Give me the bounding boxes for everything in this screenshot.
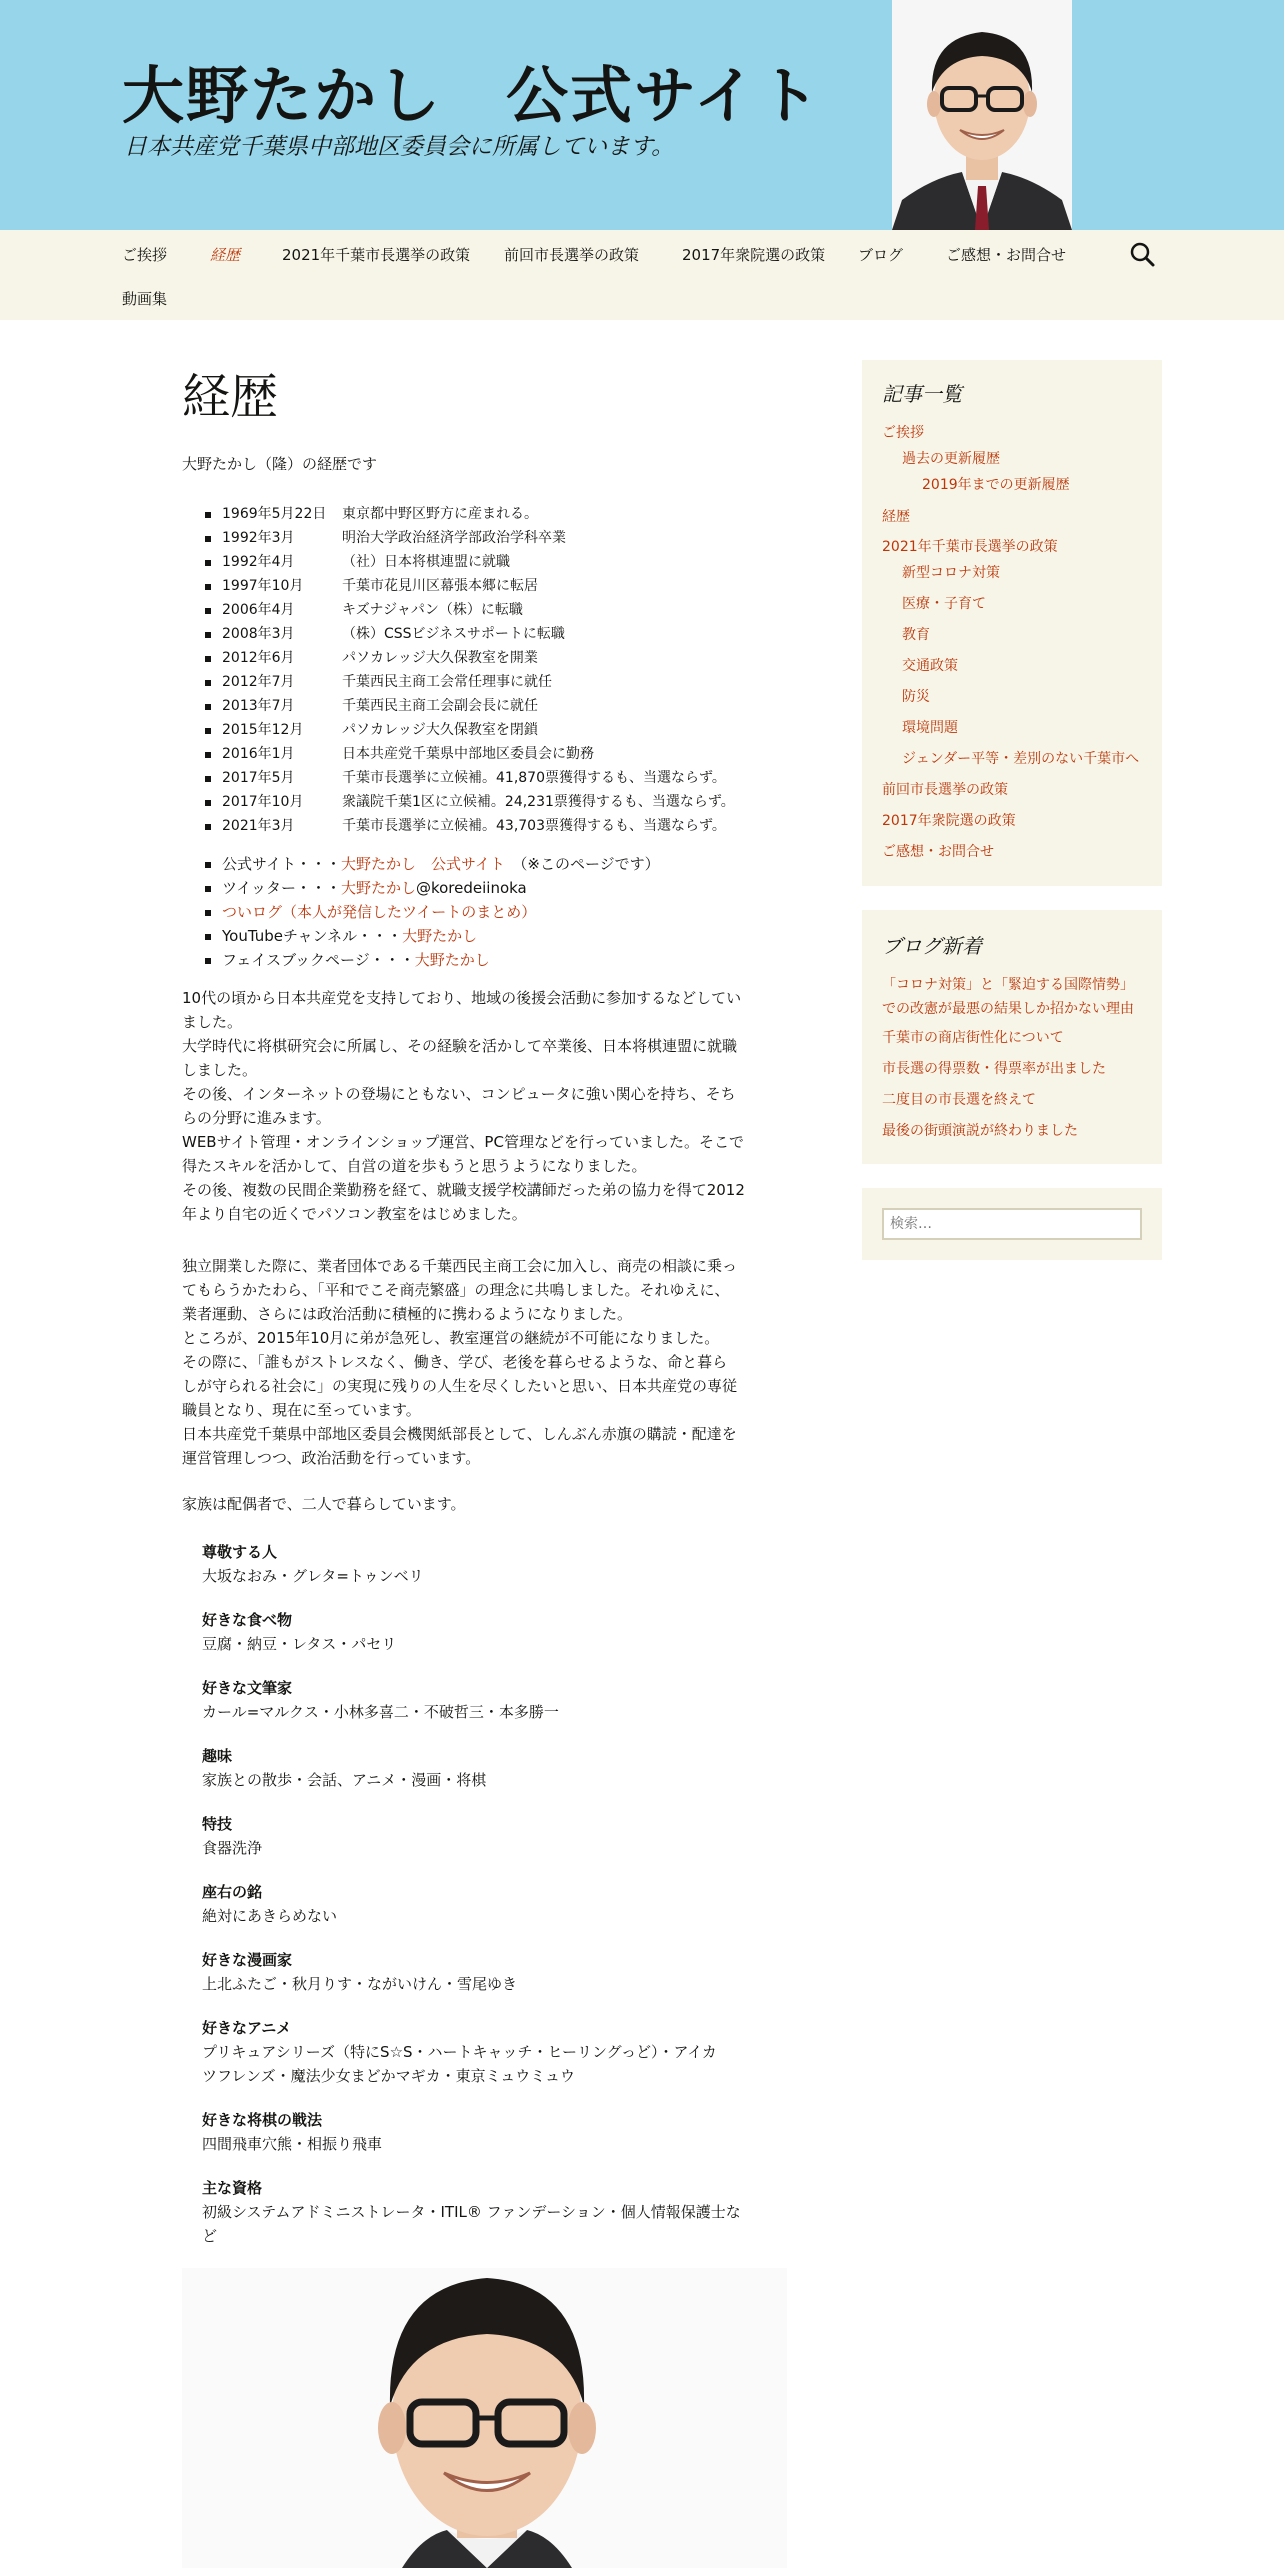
- profile-question: 好きなアニメ: [202, 2019, 292, 2037]
- sidebar-item-2017-policy[interactable]: 2017年衆院選の政策: [882, 813, 1016, 829]
- blog-post-link[interactable]: 「コロナ対策」と「緊迫する国際情勢」: [882, 977, 1134, 993]
- widget-title: 記事一覧: [882, 382, 962, 406]
- timeline-event: 千葉西民主商工会副会長に就任: [342, 698, 538, 714]
- twitter-link[interactable]: 大野たかし: [340, 879, 416, 897]
- sidebar-item-update-history[interactable]: 過去の更新履歴: [902, 451, 1000, 467]
- recent-posts-widget: [862, 910, 1162, 1164]
- timeline-event: 千葉西民主商工会常任理事に就任: [342, 674, 552, 690]
- profile-question: 好きな漫画家: [202, 1951, 293, 1969]
- sidebar-item-education[interactable]: 教育: [902, 627, 930, 643]
- timeline-event: パソカレッジ大久保教室を閉鎖: [342, 722, 538, 738]
- text-line: ました。: [182, 1013, 243, 1031]
- sidebar-item-history-2019[interactable]: 2019年までの更新履歴: [922, 477, 1070, 493]
- list-item: [205, 948, 660, 972]
- text-line: 年より自宅の近くでパソコン教室をはじめました。: [182, 1205, 527, 1223]
- profile-item: [202, 1608, 396, 1656]
- timeline-item: [205, 814, 735, 838]
- timeline-event: パソカレッジ大久保教室を開業: [342, 650, 538, 666]
- portrait-photo: [182, 2268, 787, 2568]
- profile-question: 特技: [202, 1815, 233, 1833]
- profile-item: [202, 2016, 717, 2088]
- profile-question: 尊敬する人: [202, 1543, 278, 1561]
- site-description: 日本共産党千葉県中部地区委員会に所属しています。: [124, 134, 675, 160]
- text-line: 10代の頃から日本共産党を支持しており、地域の後援会活動に参加するなどしてい: [182, 989, 742, 1007]
- timeline-event: 東京都中野区野方に産まれる。: [342, 506, 538, 522]
- profile-answer: 食器洗浄: [202, 1839, 263, 1857]
- timeline-date: 2006年4月: [222, 602, 295, 618]
- link-prefix: YouTubeチャンネル・・・: [222, 927, 403, 945]
- timeline-event: （株）CSSビジネスサポートに転職: [342, 626, 565, 642]
- list-item: [205, 924, 660, 948]
- search-widget: [862, 1188, 1162, 1260]
- profile-item: [202, 1948, 517, 1996]
- intro-text: 大野たかし（隆）の経歴です: [182, 455, 378, 473]
- timeline-event: 明治大学政治経済学部政治学科卒業: [342, 530, 566, 546]
- blog-post-link[interactable]: 千葉市の商店街性化について: [882, 1030, 1064, 1046]
- sidebar-item-previous-policy[interactable]: 前回市長選挙の政策: [882, 782, 1008, 798]
- timeline-event: 千葉市花見川区幕張本郷に転居: [342, 578, 538, 594]
- profile-item: [202, 1812, 262, 1860]
- biography-paragraph-2: [182, 1254, 782, 1470]
- text-line: しが守られる社会に」の実現に残りの人生を尽くしたいと思い、日本共産党の専従: [182, 1377, 738, 1395]
- biography-paragraph-1: [182, 986, 782, 1226]
- timeline-event: 千葉市長選挙に立候補。41,870票獲得するも、当選ならず。: [342, 770, 726, 786]
- sidebar-item-medical[interactable]: 医療・子育て: [902, 596, 986, 612]
- timeline-event: キズナジャパン（株）に転職: [342, 602, 523, 618]
- profile-answer: 四間飛車穴熊・相振り飛車: [202, 2135, 383, 2153]
- pages-widget: [862, 360, 1162, 886]
- profile-question: 主な資格: [202, 2179, 263, 2197]
- text-line: 独立開業した際に、業者団体である千葉西民主商工会に加入し、商売の相談に乗っ: [182, 1257, 738, 1275]
- timeline-item: [205, 718, 735, 742]
- profile-answer: 初級システムアドミニストレータ・ITIL® ファンデーション・個人情報保護士な: [202, 2203, 741, 2221]
- timeline-item: [205, 502, 735, 526]
- text-line: らの分野に進みます。: [182, 1109, 331, 1127]
- text-line: その際に、「誰もがストレスなく、働き、学び、老後を暮らせるような、命と暮ら: [182, 1353, 728, 1371]
- sidebar-item-career[interactable]: 経歴: [882, 509, 910, 525]
- timeline-item: [205, 550, 735, 574]
- timeline-date: 2012年6月: [222, 650, 295, 666]
- text-line: 大学時代に将棋研究会に所属し、その経験を活かして卒業後、日本将棋連盟に就職: [182, 1037, 738, 1055]
- profile-answer: プリキュアシリーズ（特にS☆S・ハートキャッチ・ヒーリングっど）・アイカ: [202, 2043, 717, 2061]
- career-timeline: [205, 502, 735, 838]
- list-item: [205, 900, 660, 924]
- profile-item: [202, 2108, 382, 2156]
- sidebar-item-contact[interactable]: ご感想・お問合せ: [882, 844, 994, 860]
- timeline-item: [205, 574, 735, 598]
- nav-item-previous-policy[interactable]: 前回市長選挙の政策: [504, 246, 640, 264]
- nav-item-contact[interactable]: ご感想・お問合せ: [946, 246, 1067, 264]
- site-header: [0, 0, 1284, 230]
- timeline-date: 2015年12月: [222, 722, 304, 738]
- timeline-event: 日本共産党千葉県中部地区委員会に勤務: [342, 746, 594, 762]
- profile-answer: 家族との散歩・会話、アニメ・漫画・将棋: [202, 1771, 487, 1789]
- timeline-date: 2017年10月: [222, 794, 304, 810]
- blog-post-link[interactable]: 最後の街頭演説が終わりました: [882, 1123, 1078, 1139]
- profile-answer: ど: [202, 2227, 218, 2245]
- timeline-item: [205, 742, 735, 766]
- facebook-link[interactable]: 大野たかし: [414, 951, 490, 969]
- main-navigation: [0, 230, 1284, 320]
- nav-item-career[interactable]: 経歴: [210, 246, 241, 264]
- profile-answer: ツフレンズ・魔法少女まどかマギカ・東京ミュウミュウ: [202, 2067, 575, 2085]
- link-suffix: @koredeiinoka: [415, 879, 527, 897]
- text-line: てもらうかたわら、「平和でこそ商売繁盛」の理念に共鳴しました。それゆえに、: [182, 1281, 730, 1299]
- search-input[interactable]: [882, 1208, 1142, 1240]
- text-line: 日本共産党千葉県中部地区委員会機関紙部長として、しんぶん赤旗の購読・配達を: [182, 1425, 737, 1443]
- nav-item-2021-policy[interactable]: 2021年千葉市長選挙の政策: [282, 246, 471, 264]
- profile-answer: 大坂なおみ・グレタ=トゥンベリ: [202, 1567, 424, 1585]
- blog-post-link[interactable]: 市長選の得票数・得票率が出ました: [882, 1061, 1106, 1077]
- profile-item: [202, 1676, 559, 1724]
- link-suffix: （※このページです）: [504, 855, 660, 873]
- link-prefix: フェイスブックページ・・・: [222, 951, 415, 969]
- timeline-date: 2021年3月: [222, 818, 295, 834]
- sidebar-item-disaster[interactable]: 防災: [902, 689, 930, 705]
- text-line: WEBサイト管理・オンラインショップ運営、PC管理などを行っていました。そこで: [182, 1133, 744, 1151]
- timeline-date: 1992年4月: [222, 554, 295, 570]
- text-line: 運営管理しつつ、政治活動を行っています。: [182, 1449, 481, 1467]
- profile-question: 好きな将棋の戦法: [202, 2111, 323, 2129]
- profile-item: [202, 1744, 486, 1792]
- search-icon[interactable]: [1128, 240, 1158, 270]
- sidebar-item-environment[interactable]: 環境問題: [902, 720, 958, 736]
- nav-item-videos[interactable]: 動画集: [122, 290, 168, 308]
- official-site-link[interactable]: 大野たかし 公式サイト: [340, 855, 505, 873]
- sidebar-item-covid[interactable]: 新型コロナ対策: [902, 565, 1000, 581]
- family-text: 家族は配偶者で、二人で暮らしています。: [182, 1495, 466, 1513]
- timeline-date: 2016年1月: [222, 746, 295, 762]
- profile-question: 好きな文筆家: [202, 1679, 293, 1697]
- profile-question: 座右の銘: [202, 1883, 263, 1901]
- profile-question: 趣味: [202, 1747, 233, 1765]
- header-portrait-photo: [892, 0, 1072, 230]
- social-links-list: [205, 852, 660, 972]
- timeline-event: 千葉市長選挙に立候補。43,703票獲得するも、当選ならず。: [342, 818, 726, 834]
- site-title[interactable]: 大野たかし 公式サイト: [122, 59, 822, 132]
- timeline-item: [205, 670, 735, 694]
- timeline-item: [205, 598, 735, 622]
- profile-answer: 上北ふたご・秋月りす・ながいけん・雪尾ゆき: [202, 1975, 518, 1993]
- text-line: しました。: [182, 1061, 258, 1079]
- timeline-date: 1969年5月22日: [222, 506, 327, 522]
- timeline-item: [205, 646, 735, 670]
- sidebar-item-2021-policy[interactable]: 2021年千葉市長選挙の政策: [882, 539, 1058, 555]
- timeline-date: 1997年10月: [222, 578, 304, 594]
- timeline-item: [205, 790, 735, 814]
- timeline-item: [205, 526, 735, 550]
- link-prefix: 公式サイト・・・: [222, 855, 341, 873]
- nav-item-2017-policy[interactable]: 2017年衆院選の政策: [682, 246, 826, 264]
- timeline-date: 2013年7月: [222, 698, 295, 714]
- timeline-event: （社）日本将棋連盟に就職: [342, 554, 510, 570]
- profile-question: 好きな食べ物: [202, 1611, 293, 1629]
- list-item: [205, 876, 660, 900]
- list-item: [205, 852, 660, 876]
- timeline-date: 1992年3月: [222, 530, 295, 546]
- timeline-date: 2008年3月: [222, 626, 295, 642]
- nav-item-blog[interactable]: ブログ: [858, 246, 904, 264]
- youtube-link[interactable]: 大野たかし: [402, 927, 478, 945]
- profile-answer: 豆腐・納豆・レタス・パセリ: [202, 1635, 397, 1653]
- blog-post-link[interactable]: での改憲が最悪の結果しか招かない理由: [882, 1001, 1134, 1017]
- profile-answer: 絶対にあきらめない: [202, 1907, 338, 1925]
- timeline-date: 2012年7月: [222, 674, 295, 690]
- sidebar-item-greeting[interactable]: ご挨拶: [882, 425, 924, 441]
- text-line: その後、インターネットの登場にともない、コンピュータに強い関心を持ち、そち: [182, 1085, 736, 1103]
- page-title: 経歴: [182, 369, 279, 425]
- text-line: 職員となり、現在に至っています。: [182, 1401, 421, 1419]
- timeline-item: [205, 694, 735, 718]
- profile-item: [202, 2176, 741, 2248]
- timeline-item: [205, 622, 735, 646]
- sidebar-item-gender[interactable]: ジェンダー平等・差別のない千葉市へ: [902, 751, 1140, 767]
- widget-title: ブログ新着: [882, 934, 982, 958]
- timeline-item: [205, 766, 735, 790]
- text-line: ところが、2015年10月に弟が急死し、教室運営の継続が不可能になりました。: [182, 1329, 720, 1347]
- link-prefix: ツイッター・・・: [222, 879, 341, 897]
- timeline-event: 衆議院千葉1区に立候補。24,231票獲得するも、当選ならず。: [342, 794, 735, 810]
- profile-item: [202, 1880, 337, 1928]
- blog-post-link[interactable]: 二度目の市長選を終えて: [882, 1092, 1036, 1108]
- text-line: 得たスキルを活かして、自営の道を歩もうと思うようになりました。: [182, 1157, 647, 1175]
- text-line: その後、複数の民間企業勤務を経て、就職支援学校講師だった弟の協力を得て2012: [182, 1181, 745, 1199]
- profile-answer: カール=マルクス・小林多喜二・不破哲三・本多勝一: [202, 1703, 559, 1721]
- profile-item: [202, 1540, 424, 1588]
- text-line: 業者運動、さらには政治活動に積極的に携わるようになりました。: [182, 1305, 633, 1323]
- sidebar-item-transport[interactable]: 交通政策: [902, 658, 958, 674]
- timeline-date: 2017年5月: [222, 770, 295, 786]
- twilog-link[interactable]: ついログ（本人が発信したツイートのまとめ）: [222, 903, 537, 921]
- nav-item-greeting[interactable]: ご挨拶: [122, 246, 168, 264]
